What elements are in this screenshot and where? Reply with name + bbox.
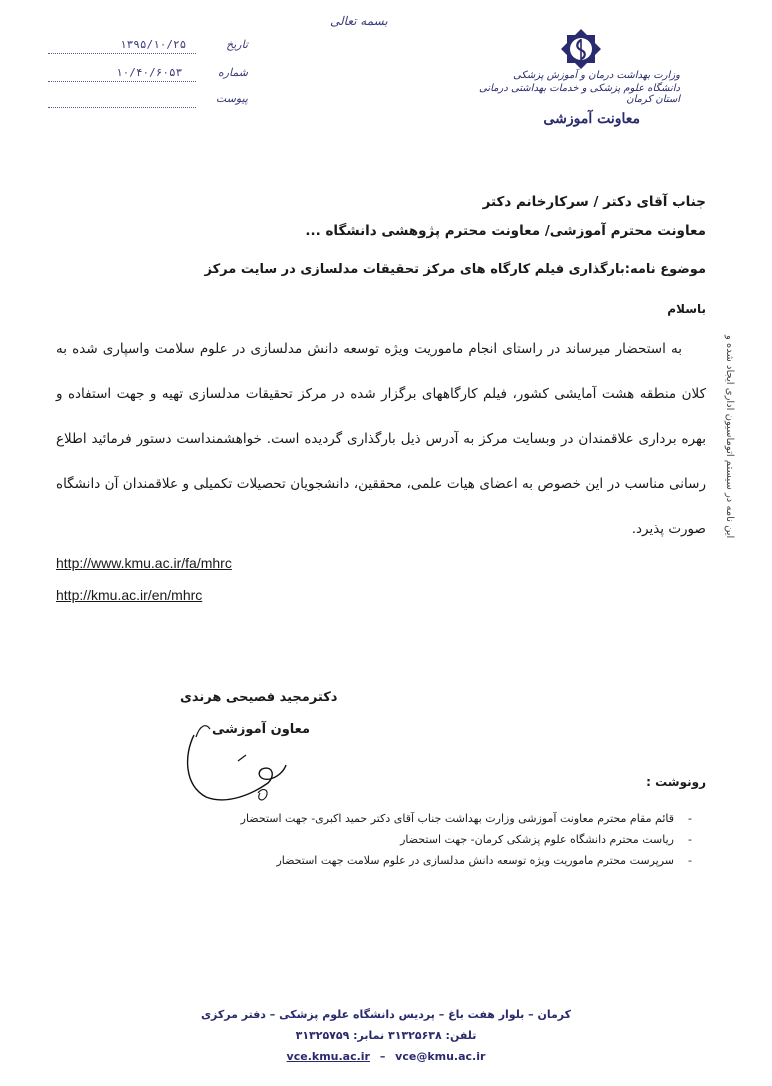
- date-value: ۱۳۹۵/۱۰/۲۵: [120, 38, 187, 51]
- link-en-mhrc[interactable]: http://kmu.ac.ir/en/mhrc: [56, 587, 203, 603]
- number-label: شماره: [217, 66, 248, 79]
- cc-item: - سرپرست محترم ماموریت ویژه توسعه دانش مدلسازی در علوم سلامت جهت استحضار: [132, 850, 692, 871]
- recipient-line-1: جناب آقای دکتر / سرکارخانم دکتر: [482, 194, 706, 210]
- automation-note-text: این نامه در سیستم اتوماسیون اداری ایجاد شده و: [724, 335, 735, 539]
- letter-subject: موضوع نامه:بارگذاری فیلم کارگاه های مرکز تحقیقات مدلسازی در سایت مرکز: [204, 262, 706, 277]
- link-fa-mhrc[interactable]: http://www.kmu.ac.ir/fa/mhrc: [56, 555, 232, 571]
- date-label: تاریخ: [226, 38, 248, 51]
- dotted-line: [48, 81, 196, 82]
- handwritten-signature: [176, 715, 296, 810]
- cc-item: - ریاست محترم دانشگاه علوم پزشکی کرمان- جهت استحضار: [132, 829, 692, 850]
- date-row: [48, 38, 248, 56]
- automation-note: [724, 335, 748, 630]
- department-name: معاونت آموزشی: [543, 111, 640, 127]
- footer-address: کرمان – بلوار هفت باغ – پردیس دانشگاه علوم پزشکی – دفتر مرکزی: [200, 1008, 572, 1021]
- dotted-line: [48, 53, 196, 54]
- footer-separator: –: [379, 1050, 386, 1063]
- cc-item: - قائم مقام محترم معاونت آموزشی وزارت بهداشت جناب آقای دکتر حمید اکبری- جهت استحضار: [132, 808, 692, 829]
- organization-header: [470, 70, 680, 127]
- cc-title: رونوشت :: [646, 775, 706, 789]
- university-name: دانشگاه علوم پزشکی و خدمات بهداشتی درمانی استان کرمان: [478, 83, 680, 105]
- signer-name: دکترمجید فصیحی هرندی: [180, 690, 338, 705]
- dotted-line: [48, 107, 196, 108]
- number-value: ۱۰/۴۰/۶۰۵۳: [116, 66, 183, 79]
- letter-body: به استحضار میرساند در راستای انجام ماموریت ویژه توسعه دانش مدلسازی در علوم سلامت واسپاری شده به کلان منطقه هشت آمایشی کشور، فیلم کارگاههای برگزار شده در مرکز تحقیقات مدلسازی تهیه و جهت استفاده و بهره برداری علاقمندان در وبسایت مرکز به آدرس ذیل بارگذاری گردیده است. خواهشمنداست دستور فرمائید اطلاع رسانی مناسب در این خصوص به اعضای هیات علمی، محققین، دانشجویان تحصیلات تکمیلی و علاقمندان آن دانشگاه صورت پذیرد.: [56, 341, 706, 537]
- cc-list: [132, 808, 692, 871]
- recipient-line-2: معاونت محترم آموزشی/ معاونت محترم پژوهشی دانشگاه ...: [305, 223, 706, 239]
- signer-title: معاون آموزشی: [212, 722, 311, 737]
- greeting: باسلام: [667, 302, 706, 316]
- footer-email-link[interactable]: vce@kmu.ac.ir: [395, 1050, 486, 1063]
- ministry-name: وزارت بهداشت درمان و آموزش پزشکی: [513, 70, 680, 81]
- footer-phone: تلفن: ۳۱۳۲۵۶۳۸ نمابر: ۳۱۳۲۵۷۵۹: [295, 1029, 477, 1042]
- footer-contacts: [0, 1050, 772, 1063]
- number-row: [48, 66, 248, 84]
- footer-website-link[interactable]: vce.kmu.ac.ir: [286, 1050, 370, 1063]
- attachment-label: پیوست: [215, 92, 248, 105]
- ministry-logo-icon: [560, 28, 602, 70]
- attachment-row: [48, 92, 248, 110]
- basmala: بسمه تعالی: [330, 14, 388, 28]
